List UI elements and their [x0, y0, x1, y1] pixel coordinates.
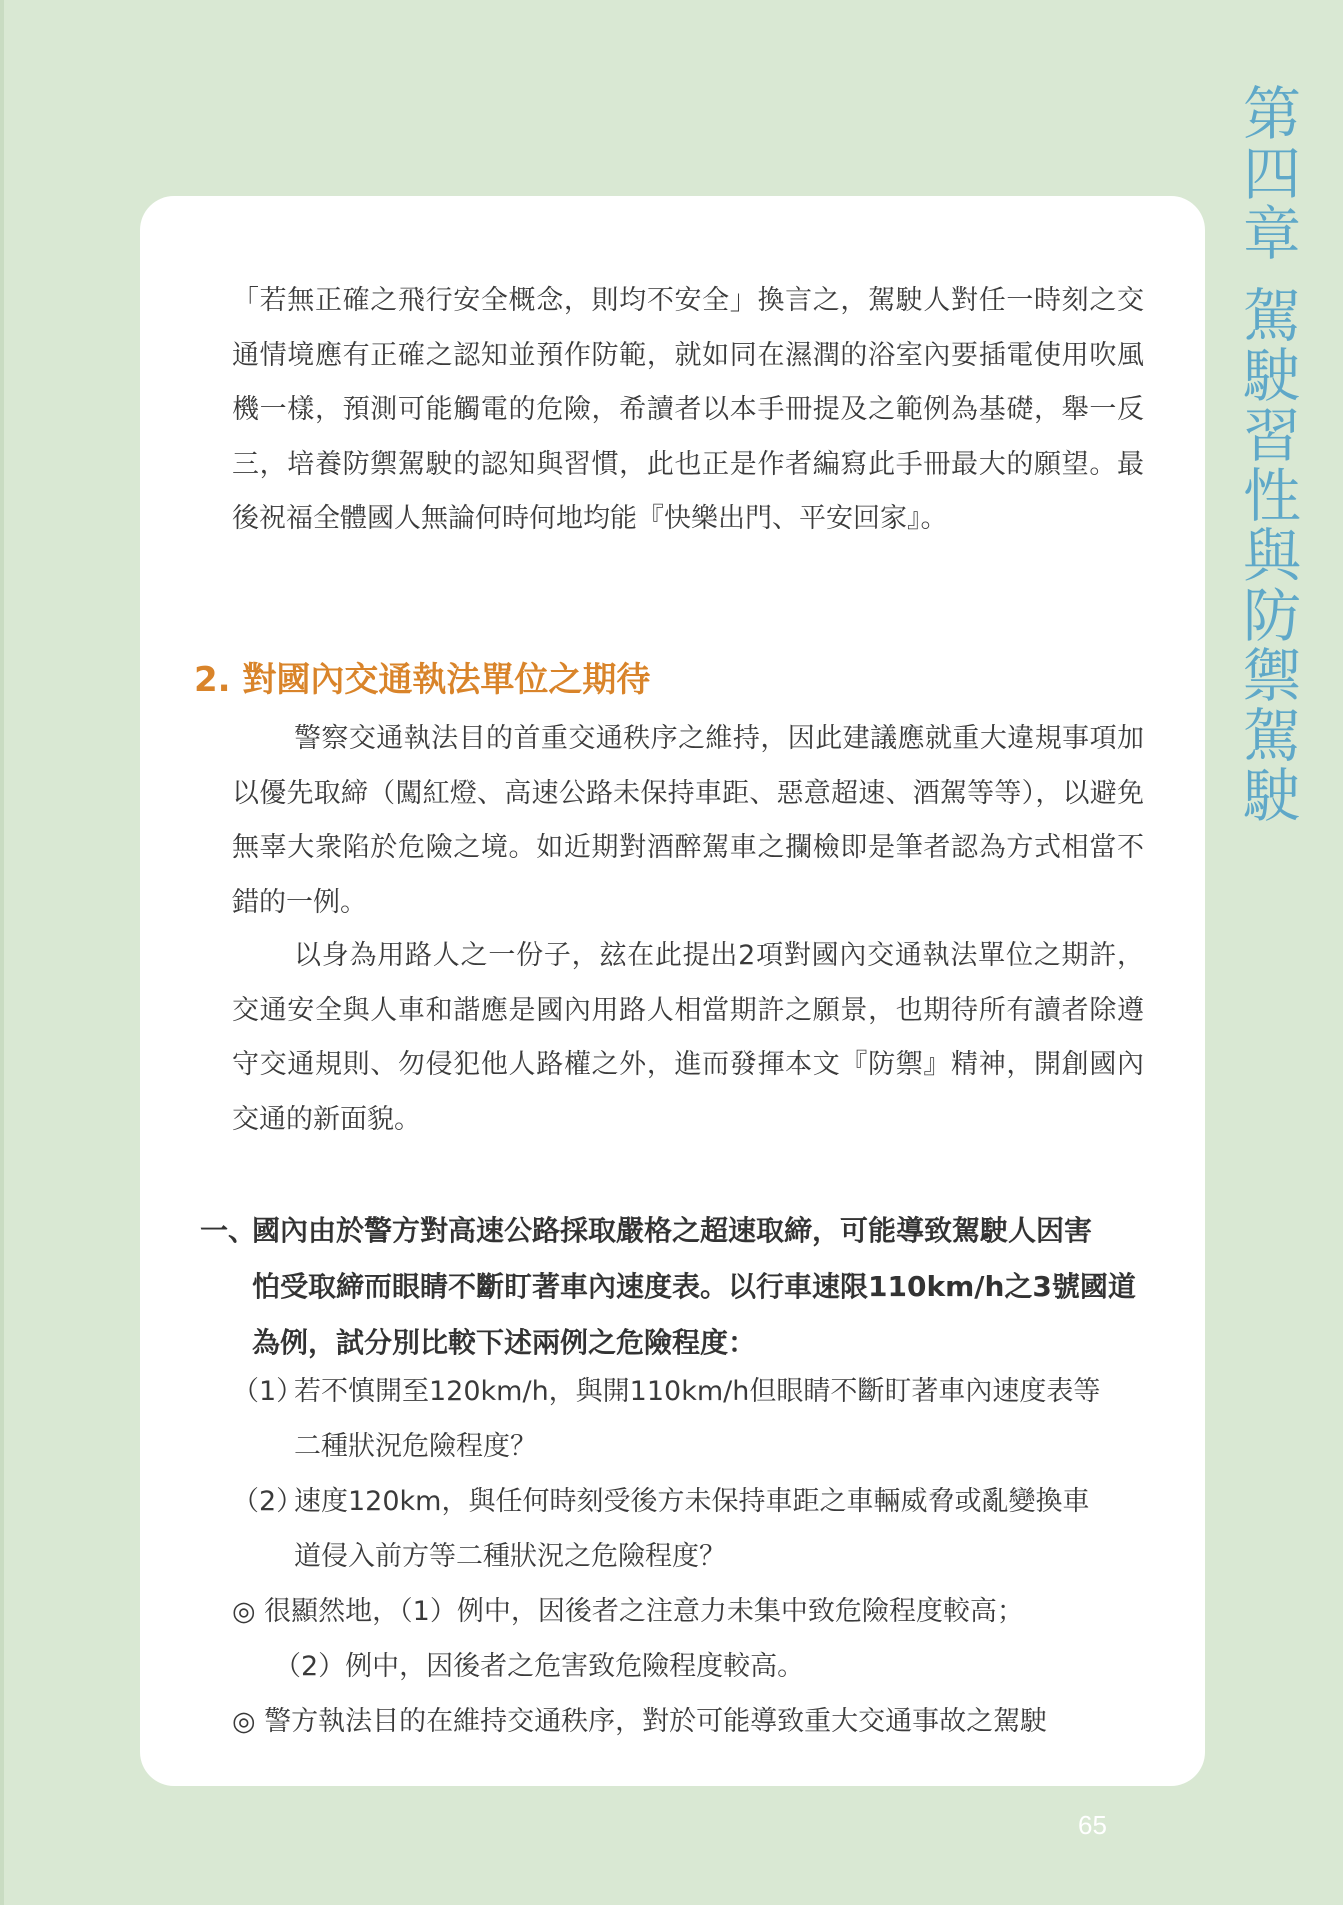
- question-block: [200, 1203, 1144, 1371]
- note-1: [232, 1584, 1144, 1694]
- sub-item-continuation: 二種狀況危險程度？: [294, 1431, 537, 1462]
- section-paragraph-1: 警察交通執法目的首重交通秩序之維持，因此建議應就重大違規事項加以優先取締（闖紅燈、高速公路未保持車距、惡意超速、酒駕等等），以避免無辜大衆陷於危險之境。如近期對酒醉駕車之攔檢即是筆者認為方式相當不錯的一例。: [232, 723, 1144, 918]
- sub-item-1: [232, 1364, 1144, 1474]
- section-heading: 2. 對國內交通執法單位之期待: [194, 660, 651, 700]
- sub-item-line-1: 速度120km，與任何時刻受後方未保持車距之車輛威脅或亂變換車: [294, 1486, 1090, 1517]
- question-continuation: 怕受取締而眼睛不斷盯著車內速度表。以行車速限110km/h之3號國道為例，試分別比較下述兩例之危險程度：: [252, 1270, 1136, 1359]
- sub-item-continuation: 道侵入前方等二種狀況之危險程度？: [294, 1541, 726, 1572]
- sub-item-number: （2）: [232, 1486, 304, 1517]
- sub-item-number: （1）: [232, 1376, 304, 1407]
- note-line-1: ◎ 很顯然地，（1）例中，因後者之注意力未集中致危險程度較高；: [232, 1596, 1024, 1627]
- sub-item-line-1: 若不慎開至120km/h，與開110km/h但眼睛不斷盯著車內速度表等: [294, 1376, 1101, 1407]
- note-2: [232, 1694, 1144, 1749]
- note-continuation: （2）例中，因後者之危害致危險程度較高。: [274, 1651, 805, 1682]
- question-marker: 一、: [200, 1214, 257, 1247]
- note-line-1: ◎ 警方執法目的在維持交通秩序，對於可能導致重大交通事故之駕駛: [232, 1706, 1048, 1737]
- section-paragraph-2: 以身為用路人之一份子，玆在此提出2項對國內交通執法單位之期許，交通安全與人車和諧應是國內用路人相當期許之願景，也期待所有讀者除遵守交通規則、勿侵犯他人路權之外，進而發揮本文『防禦』精神，開創國內交通的新面貌。: [232, 940, 1144, 1135]
- page-left-edge: [0, 0, 4, 1905]
- question-line-1: 國內由於警方對高速公路採取嚴格之超速取締，可能導致駕駛人因害: [252, 1214, 1093, 1247]
- chapter-number: 第四章: [1242, 80, 1301, 268]
- intro-paragraph: 「若無正確之飛行安全概念，則均不安全」換言之，駕駛人對任一時刻之交通情境應有正確之認知並預作防範，就如同在濕潤的浴室內要插電使用吹風機一樣，預測可能觸電的危險，希讀者以本手冊提及之範例為基礎，舉一反三，培養防禦駕駛的認知與習慣，此也正是作者編寫此手冊最大的願望。最後祝福全體國人無論何時何地均能『快樂出門、平安回家』。: [232, 285, 1144, 534]
- page-number: 65: [1078, 1810, 1107, 1840]
- chapter-title-vertical: [1232, 80, 1312, 830]
- sub-item-2: [232, 1474, 1144, 1584]
- chapter-name: 駕駛習性與防禦駕駛: [1242, 282, 1301, 830]
